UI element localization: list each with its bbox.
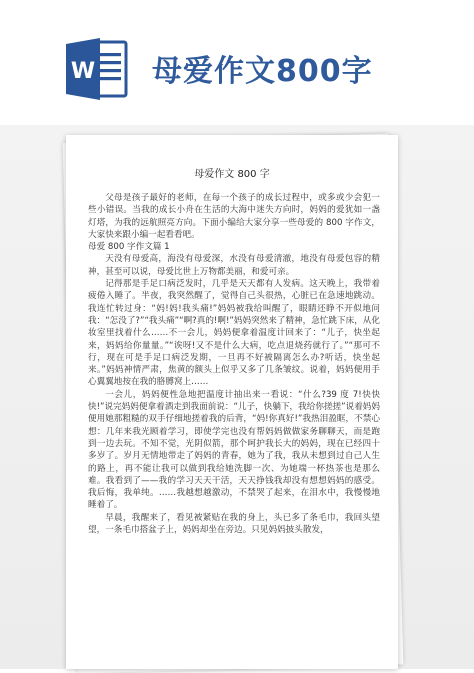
body-paragraph: 记得那是手足口病泛发时，几乎是天天都有人发病。这天晚上，我带着疲倦入睡了。半夜，我突然醒了，觉得自己头很热，心脏已在急速地跳动。我连忙转过身：“妈!妈!我头痛!”妈妈被我给叫醒了，眼睛还睁不开似地问我：“怎没了?”“我头痛”“啊?真的!啊!”妈妈突然来了精神，急忙跳下床，从化妆室里找着什么……不一会儿，妈妈便拿着温度计回来了：“儿子，快坐起来，妈妈给你量量。”“诶呀!又不是什么大病，吃点退烧药就行了。”“那可不行，现在可是手足口病泛发期，一旦再不好被隔离怎么办?听话，快坐起来。”妈妈神情严肃，焦黄的额头上似乎又多了几条皱纹。说着，妈妈便用手心翼翼地按在我的胳膊窝上…… [88, 279, 380, 388]
document-title: 母爱作文 800 字 [194, 169, 270, 180]
body-paragraph: 天没有母爱高，海没有母爱深，水没有母爱清澈，地没有母爱包容的精神，甚至可以说，母爱比世上万物都美丽，和爱可亲。 [88, 254, 380, 277]
document-body [88, 192, 380, 536]
section-heading: 母爱 800 字作文篇 1 [88, 242, 170, 253]
banner-title: 母爱作文800字 [152, 54, 373, 89]
body-paragraph: 一会儿，妈妈便性急地把温度计抽出来一看说：“什么?39 度 7!快快快!”说完妈妈便拿着酒走到我面前说：“儿子，快躺下，我给你搓搓”说着妈妈便用她那粗糙的双手仔细地搓着我的后背，“妈!你真好!”我热泪盈眶，不禁心想：几年来我光顾着学习，即使学完也没有帮妈妈做做家务聊聊天，而是跑到一边去玩。不知不觉，光阴似箭，那个呵护我长大的妈妈，现在已经四十多岁了。岁月无情地带走了妈妈的青春，她为了我，我从未想到过自己人生的路上，再不能让我可以做到我给她洗脚一次、为她端一杯热茶也是那么难。我看到了——我的学习天天干活，天天挣钱我却没有想想妈妈的感受。我后悔，我单纯。……我越想越激动，不禁哭了起来，在泪水中，我慢慢地睡着了。 [88, 389, 380, 511]
word-document-icon [66, 36, 128, 102]
header-banner [0, 0, 474, 125]
body-paragraph: 早晨，我醒来了，看见被紧贴在我的身上，头已多了条毛巾，我回头望望，一条毛巾搭盆子上，妈妈却坐在旁边。只见妈妈披头散发， [88, 512, 380, 536]
word-icon-letter: W [70, 59, 96, 84]
intro-paragraph: 父母是孩子最好的老师，在每一个孩子的成长过程中，或多或少会犯一些小错误。当我的成长小舟在生活的大海中迷失方向时，妈妈的爱犹如一盏灯塔，为我的远航照亮方向。下面小编给大家分享一些母爱的 800 字作文，大家快来跟小编一起看看吧。 [88, 193, 380, 240]
document-page [66, 135, 398, 669]
